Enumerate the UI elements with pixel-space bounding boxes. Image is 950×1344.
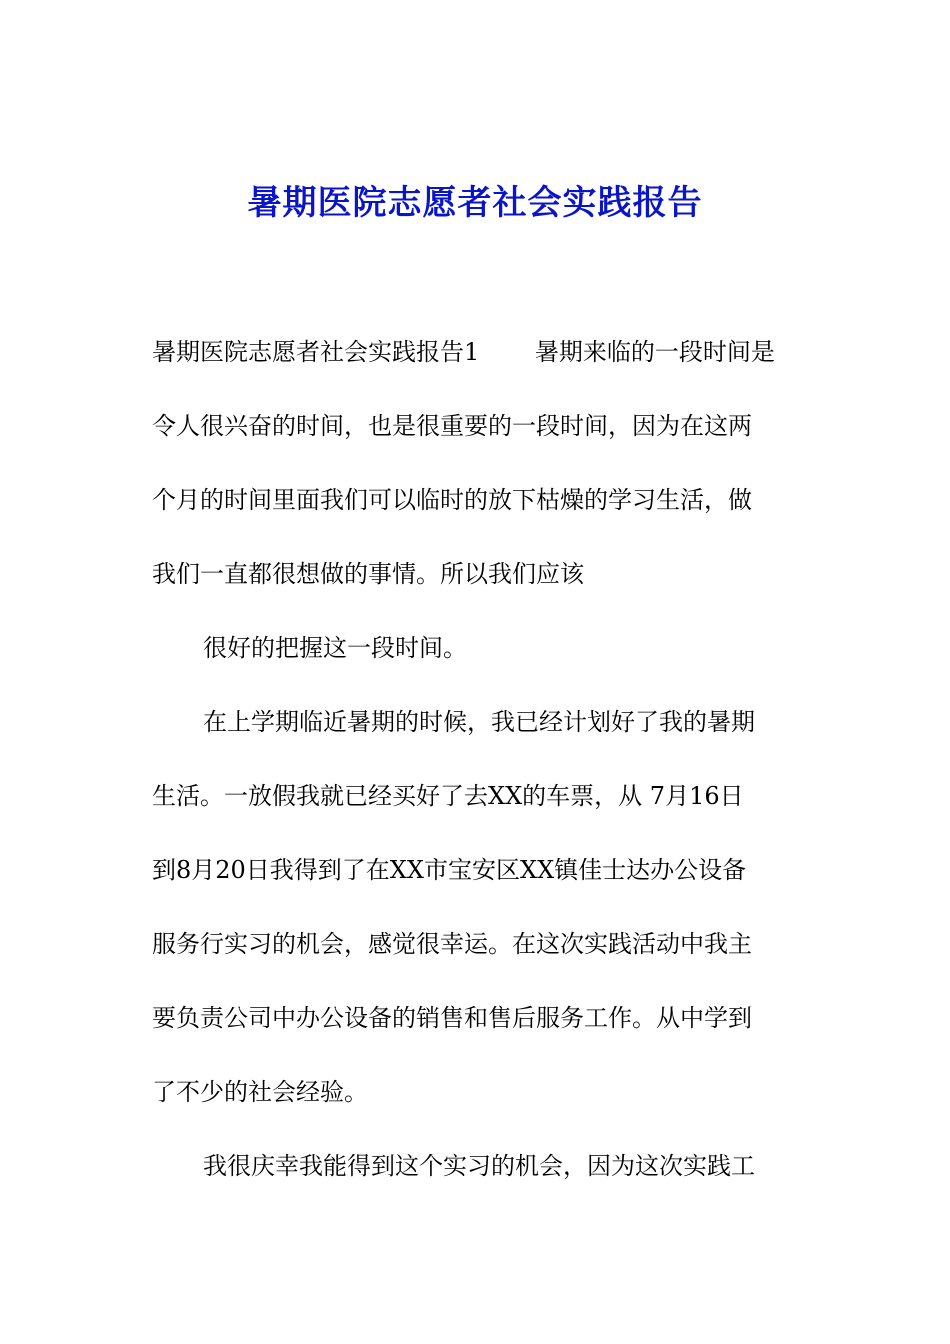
body-line: 服务行实习的机会，感觉很幸运。在这次实践活动中我主: [152, 930, 752, 958]
body-line: 我们一直都很想做的事情。所以我们应该: [152, 560, 584, 588]
body-line: 个月的时间里面我们可以临时的放下枯燥的学习生活，做: [152, 486, 752, 514]
body-line: 暑期医院志愿者社会实践报告1 暑期来临的一段时间是: [152, 338, 775, 366]
paragraph-start-line: 我很庆幸我能得到这个实习的机会，因为这次实践工: [203, 1152, 755, 1180]
body-line: 到8月20日我得到了在XX市宝安区XX镇佳士达办公设备: [152, 856, 747, 884]
paragraph-start-line: 在上学期临近暑期的时候，我已经计划好了我的暑期: [203, 708, 755, 736]
document-title: 暑期医院志愿者社会实践报告: [247, 183, 703, 223]
body-line: 令人很兴奋的时间，也是很重要的一段时间，因为在这两: [152, 412, 752, 440]
body-line: 了不少的社会经验。: [152, 1078, 368, 1106]
body-line: 要负责公司中办公设备的销售和售后服务工作。从中学到: [152, 1004, 752, 1032]
body-line: 生活。一放假我就已经买好了去XX的车票，从 7月16日: [152, 782, 744, 810]
paragraph-start-line: 很好的把握这一段时间。: [203, 634, 467, 662]
